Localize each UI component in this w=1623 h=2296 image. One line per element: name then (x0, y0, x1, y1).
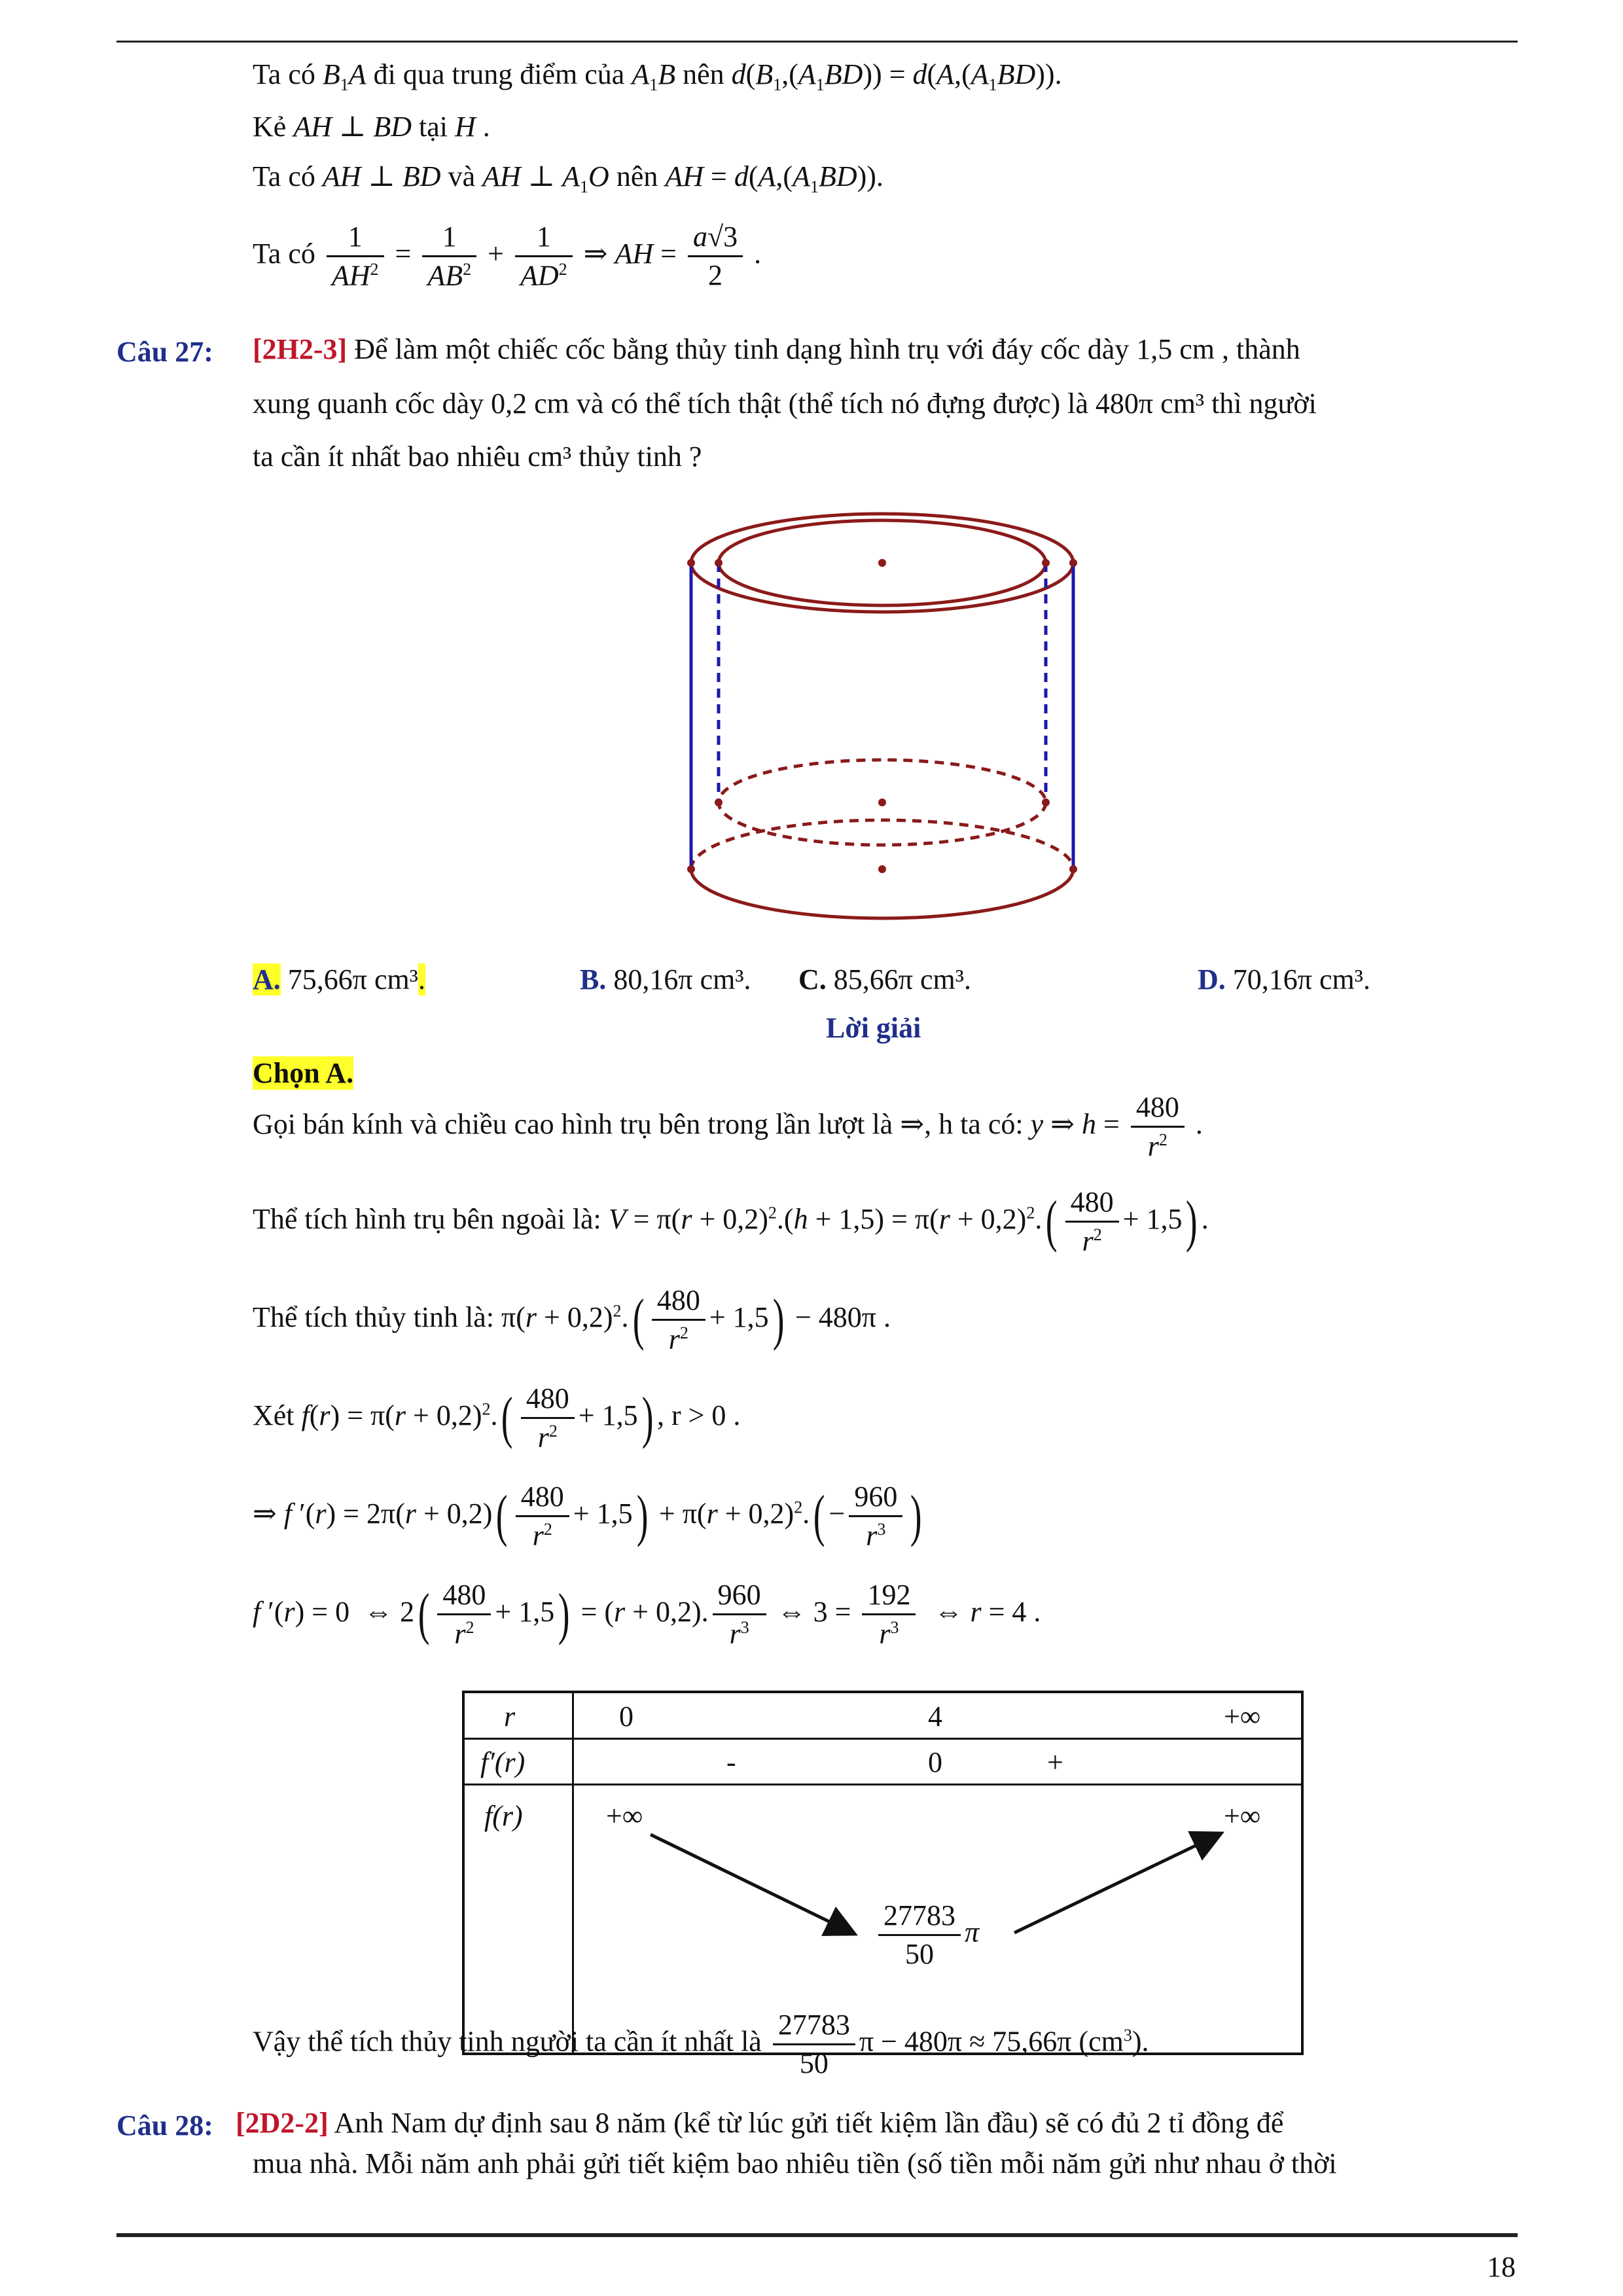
variation-table (462, 1691, 1304, 2055)
q27-label: Câu 27: (116, 336, 213, 368)
footer-rule (116, 2233, 1518, 2237)
conclusion-line: Vậy thể tích thủy tinh người ta cần ít nhất là $\frac{27783}{50}$ π − 480π ≈ 75,66π $(cm^3)$. (253, 2009, 1149, 2079)
fp-sign-left: - (726, 1746, 736, 1778)
solution-title: Lời giải (826, 1012, 921, 1044)
solution-step-2: Thể tích hình trụ bên ngoài là: $V = \pi(r + 0,2)^2.(h + 1,5) = \pi(r + 0,2)^2$.( $\frac{480}{r^2}$ + 1,5) . (253, 1186, 1209, 1257)
f-min-value: $\frac{27783}{50}$ π (874, 1901, 979, 1969)
arrow-decreasing (651, 1835, 852, 1933)
variation-arrows (465, 1693, 1306, 2058)
cylinder-figure (681, 497, 1086, 942)
r-value-0: 0 (619, 1700, 633, 1732)
q27-line-1: [2H2-3] Để làm một chiếc cốc bằng thủy tinh dạng hình trụ với đáy cốc dày 1,5 cm , thành (253, 333, 1300, 365)
q28-tag: [2D2-2] (236, 2107, 329, 2139)
arrow-increasing (1014, 1835, 1219, 1933)
fp-sign-right: + (1047, 1746, 1063, 1778)
solution-step-4: Xét $f(r) = \pi(r + 0,2)^2$.( $\frac{480}{r^2}$ + 1,5) , r > 0 . (253, 1382, 741, 1454)
q28-line-2: mua nhà. Mỗi năm anh phải gửi tiết kiệm bao nhiêu tiền (số tiền mỗi năm gửi như nhau ở thời (253, 2147, 1337, 2179)
header-rule (116, 41, 1518, 43)
solution-step-3: Thể tích thủy tinh là: $\pi(r + 0,2)^2$.( $\frac{480}{r^2}$ + 1,5) − 480π . (253, 1284, 891, 1355)
solution-step-5: ⇒ f ′(r) = 2π(r + 0,2)( $\frac{480}{r^2}$ + $1,5) + \pi(r + 0,2)^2$.( − $\frac{960}{r^3}$ ) (253, 1480, 922, 1552)
row-label-f: f(r) (484, 1800, 523, 1832)
fp-zero: 0 (928, 1746, 942, 1778)
option-b[interactable]: B. 80,16π cm³. (580, 963, 751, 996)
q27-tag: [2H2-3] (253, 333, 348, 365)
f-right-inf: +∞ (1224, 1800, 1261, 1832)
q28-line-1: [2D2-2] Anh Nam dự định sau 8 năm (kể từ lúc gửi tiết kiệm lần đầu) sẽ có đủ 2 tỉ đồng để (236, 2107, 1284, 2139)
solution-step-1: Gọi bán kính và chiều cao hình trụ bên trong lần lượt là ⇒, h ta có: y ⇒ h = $\frac{480}{r^2}$ . (253, 1091, 1203, 1162)
q27-line-2: xung quanh cốc dày 0,2 cm và có thể tích thật (thể tích nó đựng được) là 480π cm³ thì người (253, 387, 1317, 420)
prev-line-4: Ta có $\frac{1}{AH^2}$ = $\frac{1}{AB^2}$ + $\frac{1}{AD^2}$ ⇒ AH = $\frac{a√3}{2}$ . (253, 221, 762, 292)
prev-line-3: Ta có AH ⊥ BD và AH ⊥ $A_1O$ nên AH = $d(A,(A_1BD))$. (253, 160, 883, 196)
option-d[interactable]: D. 70,16π cm³. (1198, 963, 1370, 996)
prev-line-1: Ta có $B_1A$ đi qua trung điểm của $A_1B$ nên $d(B_1,(A_1BD)) = d(A,(A_1BD))$. (253, 58, 1062, 94)
r-value-inf: +∞ (1224, 1700, 1261, 1732)
f-left-inf: +∞ (606, 1800, 643, 1832)
prev-line-2: Kẻ AH ⊥ BD tại H . (253, 111, 490, 143)
q27-line-3: ta cần ít nhất bao nhiêu cm³ thủy tinh ? (253, 440, 702, 473)
row-label-fp: f′(r) (480, 1746, 526, 1778)
solution-step-6: f ′(r) = 0 ⇔ 2( $\frac{480}{r^2}$ + 1,5) = (r + 0,2). $\frac{960}{r^3}$ ⇔ 3 = $\frac{192}{r^3}$ ⇔ r = 4 . (253, 1579, 1041, 1650)
row-label-r: r (504, 1700, 516, 1732)
option-a[interactable]: A. 75,66π cm³. (253, 963, 425, 996)
page-number: 18 (1487, 2251, 1516, 2283)
outer-bottom-front (691, 869, 1073, 918)
q28-label: Câu 28: (116, 2109, 213, 2142)
choice-label: Chọn A. (253, 1057, 354, 1089)
r-value-4: 4 (928, 1700, 942, 1732)
option-c[interactable]: C. 85,66π cm³. (798, 963, 971, 996)
